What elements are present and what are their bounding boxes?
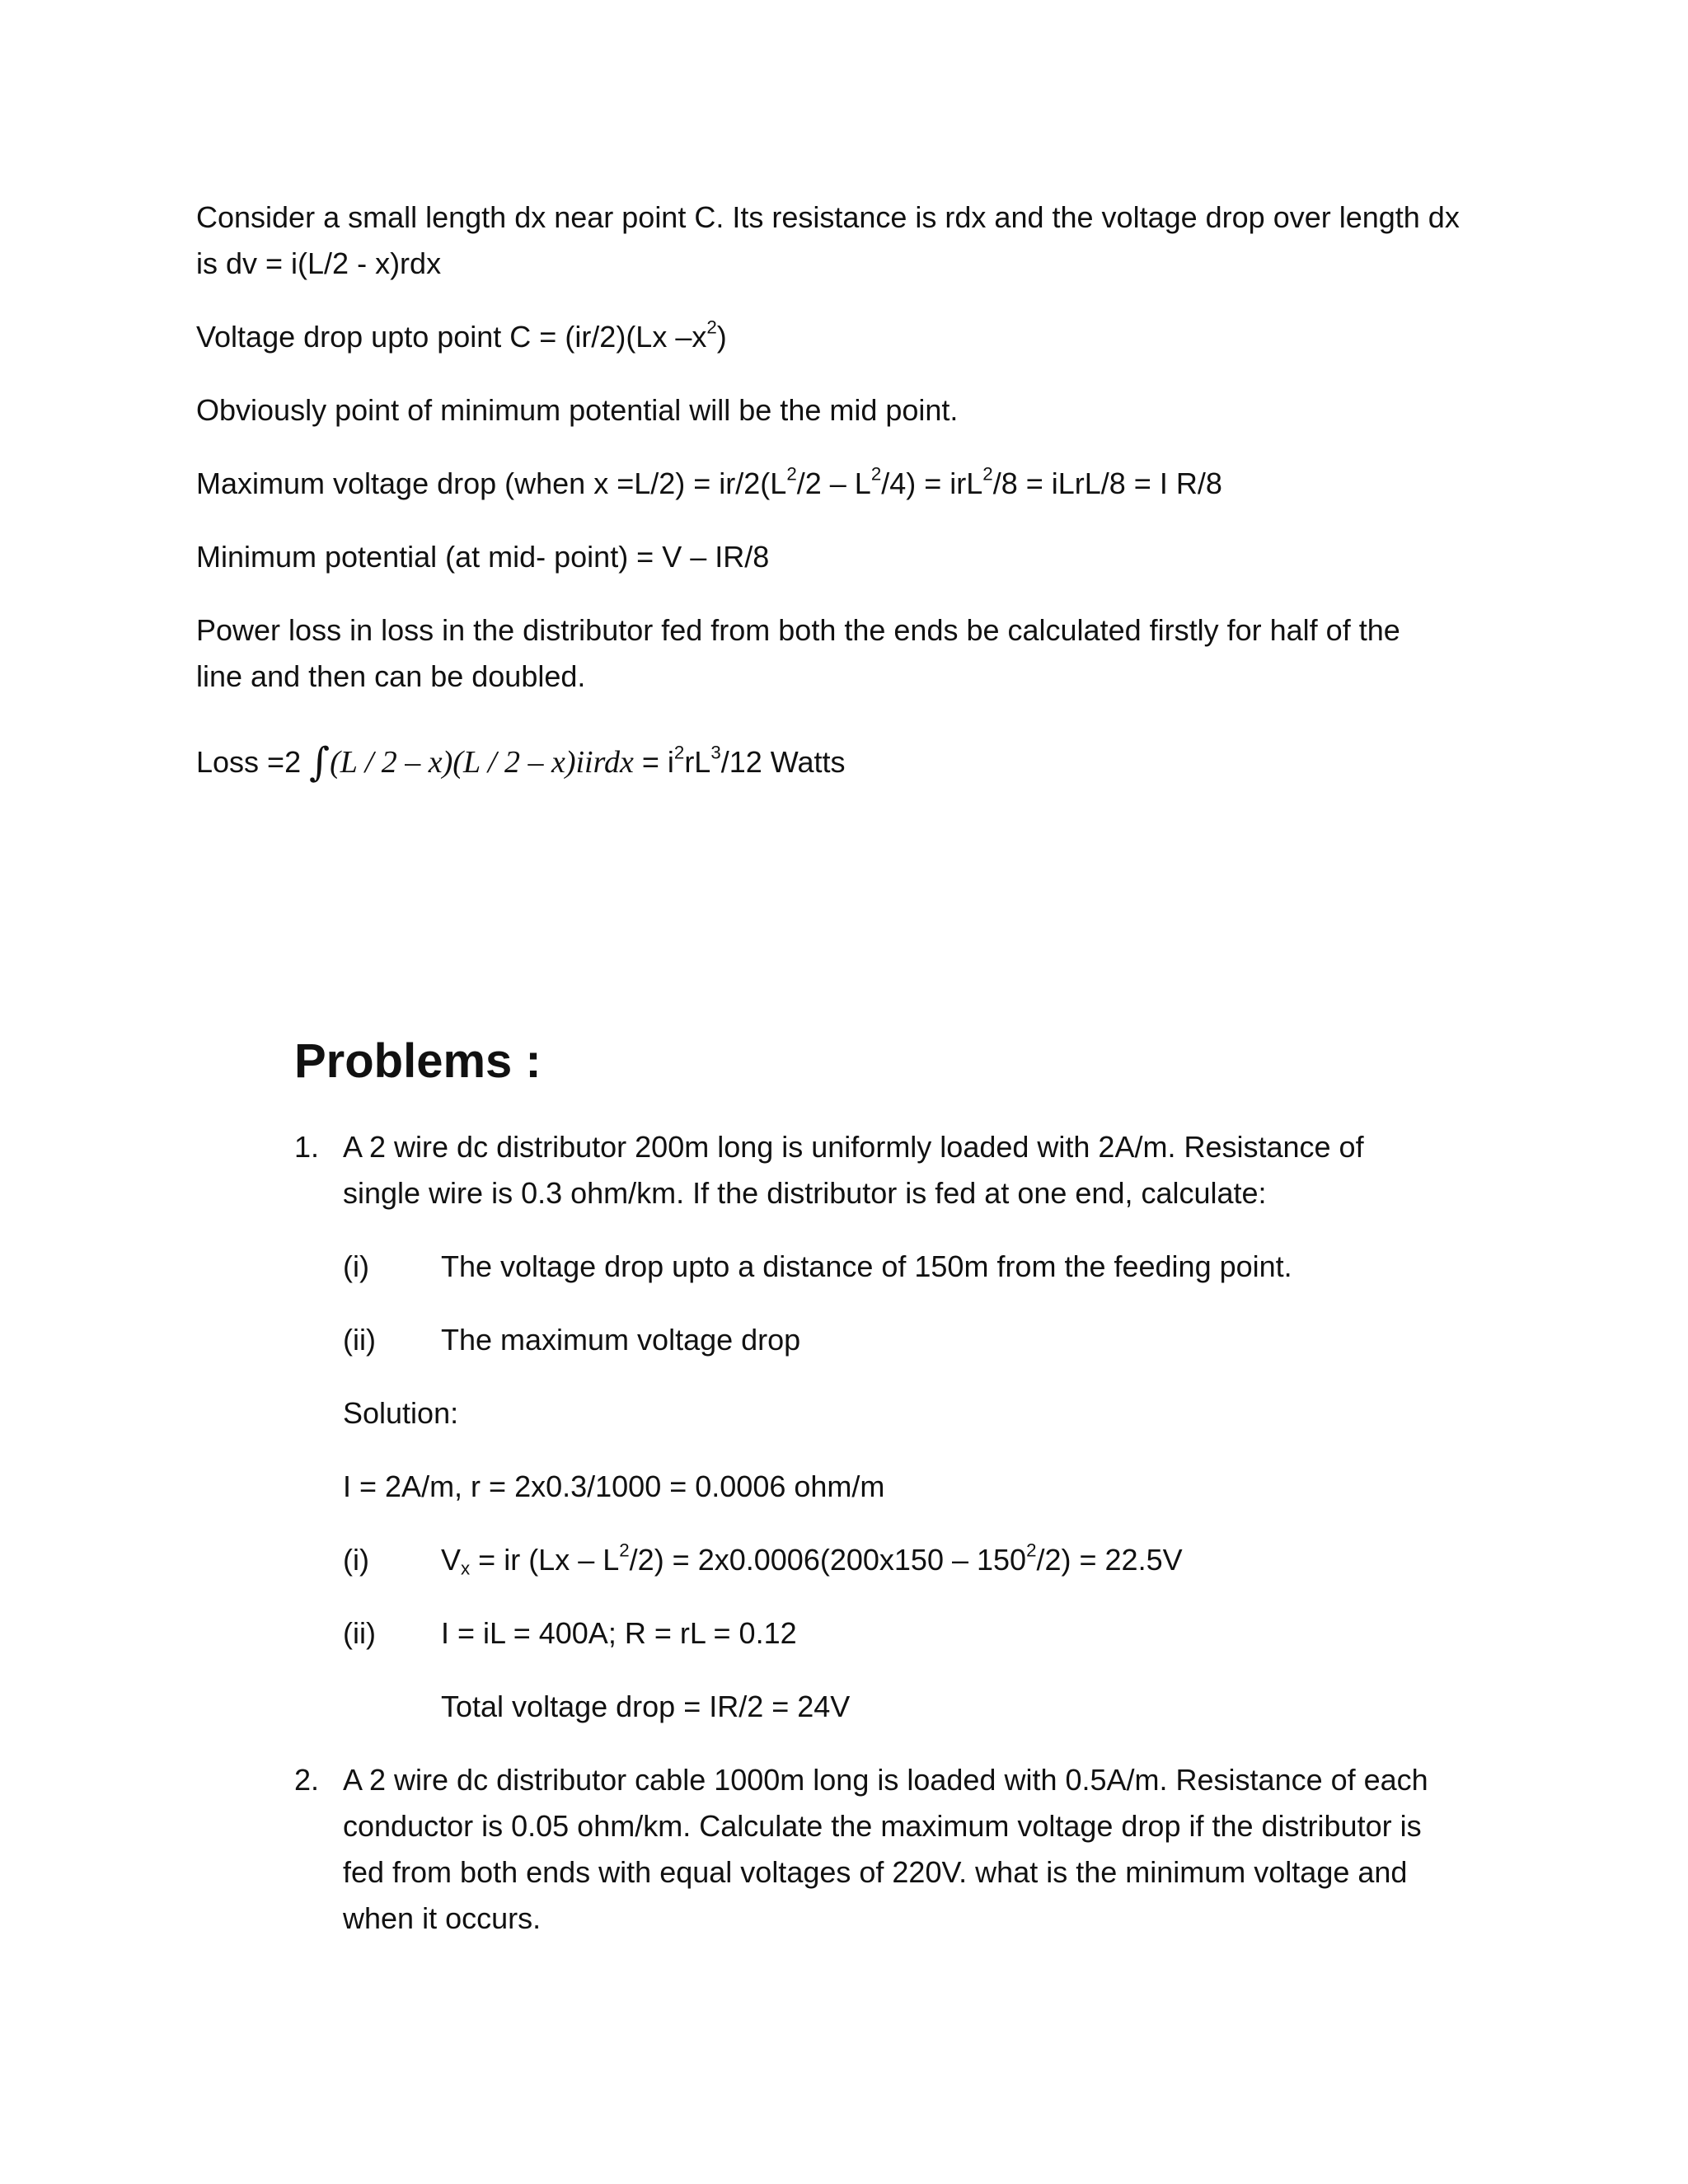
text: /8 = iLrL/8 = I R/8 xyxy=(992,466,1222,500)
text: /2) = 2x0.0006(200x150 – 150 xyxy=(629,1543,1027,1577)
integrand: (L / 2 – x)(L / 2 – x)iirdx xyxy=(330,745,634,780)
problem-1-item-text: The voltage drop upto a distance of 150m from the feeding point. xyxy=(441,1249,1292,1283)
loss-equation xyxy=(196,736,845,784)
problem-1-number: 1. xyxy=(294,1130,320,1164)
obviously-line: Obviously point of minimum potential will be the mid point. xyxy=(196,393,959,427)
superscript: 3 xyxy=(710,742,721,763)
min-potential-line: Minimum potential (at mid- point) = V – IR/8 xyxy=(196,540,770,574)
superscript: 2 xyxy=(982,463,993,485)
solution-label: Solution: xyxy=(343,1396,459,1430)
solution-given: I = 2A/m, r = 2x0.3/1000 = 0.0006 ohm/m xyxy=(343,1469,885,1503)
superscript: 2 xyxy=(1026,1540,1037,1561)
text: rL xyxy=(684,745,711,779)
problem-1-item-text: The maximum voltage drop xyxy=(441,1323,801,1357)
text: /4) = irL xyxy=(881,466,983,500)
text: = i xyxy=(641,745,674,779)
solution-i-label: (i) xyxy=(343,1543,369,1577)
power-loss-line-1: Power loss in loss in the distributor fed from both the ends be calculated firstly for half of the xyxy=(196,613,1400,647)
superscript: 2 xyxy=(870,463,882,485)
problem-1-item-label: (ii) xyxy=(343,1323,376,1357)
text: /12 Watts xyxy=(720,745,846,779)
problem-2-number: 2. xyxy=(294,1763,320,1797)
intro-line-2: is dv = i(L/2 - x)rdx xyxy=(196,246,442,280)
text: Maximum voltage drop (when x =L/2) = ir/2(L xyxy=(196,466,787,500)
text: /2 – L xyxy=(796,466,871,500)
max-voltage-drop-equation xyxy=(196,463,1222,501)
text: = ir (Lx – L xyxy=(470,1543,620,1577)
solution-ii-total: Total voltage drop = IR/2 = 24V xyxy=(441,1690,851,1723)
problem-1-line-2: single wire is 0.3 ohm/km. If the distributor is fed at one end, calculate: xyxy=(343,1176,1267,1210)
solution-i-equation xyxy=(441,1542,1183,1577)
superscript: 2 xyxy=(786,463,797,485)
integral-symbol: ∫ xyxy=(309,739,331,785)
text: V xyxy=(441,1543,462,1577)
problems-heading: Problems : xyxy=(294,1034,542,1088)
power-loss-line-2: line and then can be doubled. xyxy=(196,659,586,693)
superscript: 2 xyxy=(619,1540,630,1561)
solution-ii-label: (ii) xyxy=(343,1616,376,1650)
problem-1-item-label: (i) xyxy=(343,1249,369,1283)
text: Voltage drop upto point C = (ir/2)(Lx –x xyxy=(196,320,707,354)
problem-2-line-2: conductor is 0.05 ohm/km. Calculate the maximum voltage drop if the distributor is xyxy=(343,1809,1422,1843)
superscript: 2 xyxy=(673,742,685,763)
text: /2) = 22.5V xyxy=(1036,1543,1183,1577)
loss-prefix: Loss =2 xyxy=(196,745,302,779)
problem-2-line-3: fed from both ends with equal voltages of 220V. what is the minimum voltage and xyxy=(343,1855,1408,1889)
superscript: 2 xyxy=(706,316,717,338)
problem-2-line-1: A 2 wire dc distributor cable 1000m long is loaded with 0.5A/m. Resistance of each xyxy=(343,1763,1428,1797)
subscript: x xyxy=(461,1558,471,1579)
intro-line-1: Consider a small length dx near point C. Its resistance is rdx and the voltage drop over length dx xyxy=(196,200,1460,234)
problem-2-line-4: when it occurs. xyxy=(343,1901,542,1935)
problem-1-line-1: A 2 wire dc distributor 200m long is uniformly loaded with 2A/m. Resistance of xyxy=(343,1130,1364,1164)
solution-ii-text: I = iL = 400A; R = rL = 0.12 xyxy=(441,1616,797,1650)
voltage-drop-c-equation xyxy=(196,316,727,354)
text: ) xyxy=(716,320,727,354)
